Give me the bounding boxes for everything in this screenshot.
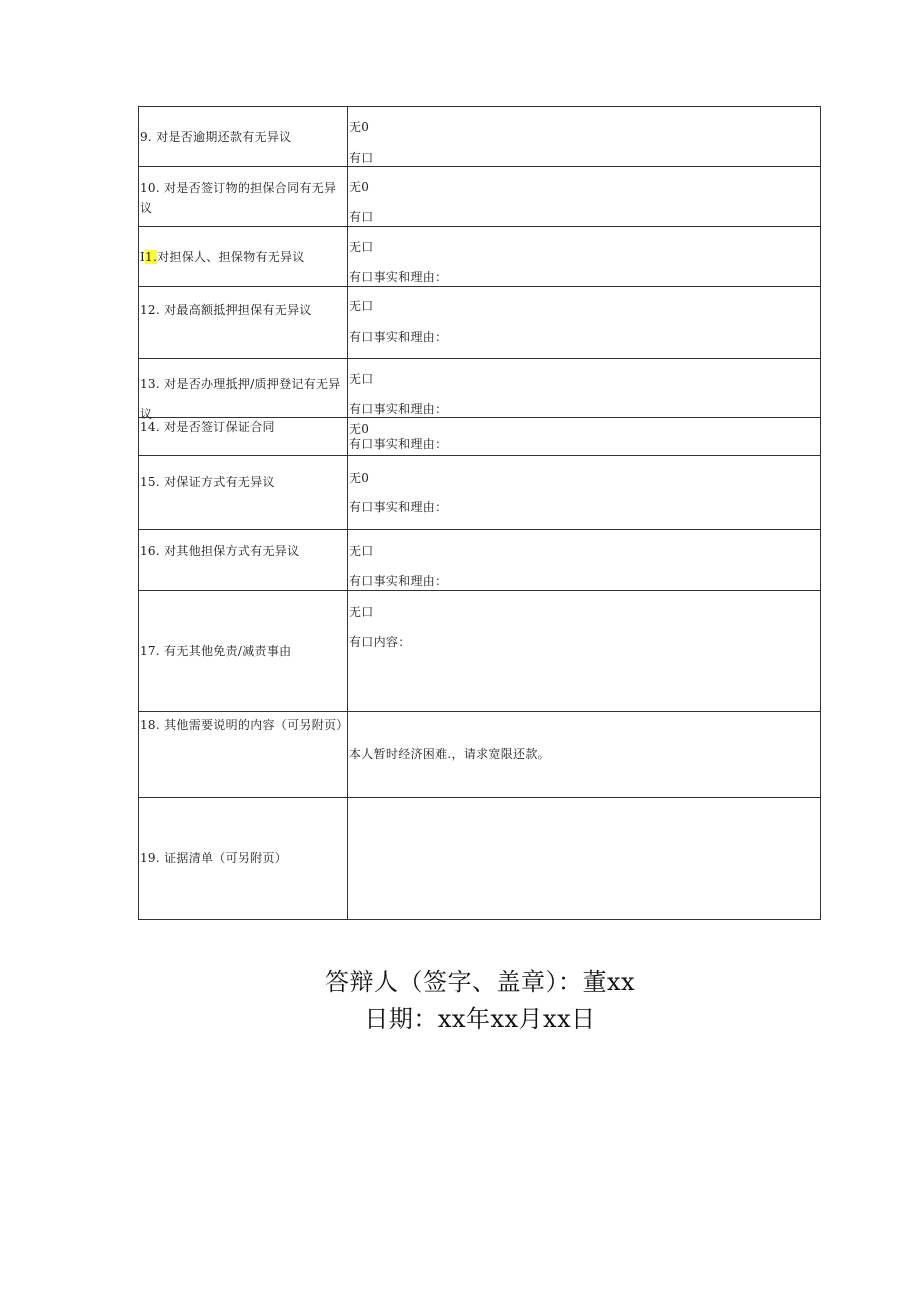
question-cell <box>139 418 348 456</box>
question-text: 对担保人、担保物有无异议 <box>157 250 305 264</box>
answer-cell <box>348 227 821 287</box>
option-yes[interactable]: 有口事实和理由： <box>349 270 448 284</box>
question-label: 12. 对最高额抵押担保有无异议 <box>140 303 312 317</box>
answer-cell <box>348 359 821 418</box>
option-no[interactable]: 无口 <box>349 544 374 558</box>
table-row <box>139 167 821 227</box>
option-no[interactable]: 无口 <box>349 299 374 313</box>
question-label: 9. 对是否逾期还款有无异议 <box>140 130 292 144</box>
question-number-prefix: I <box>140 250 146 264</box>
signature-line: 答辩人（签字、盖章）：董xx <box>324 968 636 996</box>
question-label: 16. 对其他担保方式有无异议 <box>140 544 300 558</box>
answer-cell <box>348 107 821 167</box>
question-label: 19. 证据清单（可另附页） <box>140 851 288 865</box>
option-no[interactable]: 无0 <box>349 471 370 485</box>
question-cell <box>139 798 348 920</box>
highlighted-number: 1. <box>145 250 158 264</box>
question-cell <box>139 287 348 359</box>
table-row <box>139 591 821 712</box>
option-no[interactable]: 无0 <box>349 180 370 194</box>
option-no[interactable]: 无口 <box>349 240 374 254</box>
table-row <box>139 712 821 798</box>
question-label: 14. 对是否签订保证合同 <box>140 420 275 434</box>
question-cell <box>139 591 348 712</box>
option-yes[interactable]: 有口 <box>349 210 374 224</box>
option-yes[interactable]: 有口内容： <box>349 635 411 649</box>
date-line: 日期：xx年xx月xx日 <box>364 1005 596 1033</box>
option-no[interactable]: 无0 <box>349 120 370 134</box>
question-label: 17. 有无其他免责/减责事由 <box>140 644 292 658</box>
answer-cell <box>348 456 821 530</box>
answer-cell <box>348 167 821 227</box>
answer-cell <box>348 712 821 798</box>
statement-text: 本人暂时经济困难.，请求宽限还款。 <box>349 747 550 761</box>
question-cell <box>139 456 348 530</box>
table-row <box>139 359 821 418</box>
option-yes[interactable]: 有口事实和理由： <box>349 330 448 344</box>
question-cell <box>139 167 348 227</box>
option-yes[interactable]: 有口事实和理由： <box>349 500 448 514</box>
question-label: 13. 对是否办理抵押/质押登记有无异议 <box>140 377 341 421</box>
question-label: 18. 其他需要说明的内容（可另附页） <box>140 718 349 732</box>
question-cell <box>139 227 348 287</box>
question-cell <box>139 712 348 798</box>
question-cell <box>139 107 348 167</box>
answer-cell <box>348 287 821 359</box>
table-row <box>139 287 821 359</box>
question-cell <box>139 530 348 591</box>
option-yes[interactable]: 有口事实和理由： <box>349 437 448 451</box>
question-cell <box>139 359 348 421</box>
question-label: 15. 对保证方式有无异议 <box>140 475 275 489</box>
option-yes[interactable]: 有口事实和理由： <box>349 574 448 588</box>
table-row <box>139 418 821 456</box>
table-row <box>139 798 821 920</box>
table-row <box>139 530 821 591</box>
defense-form-table <box>138 106 821 920</box>
option-no[interactable]: 无口 <box>349 605 374 619</box>
question-label: 10. 对是否签订物的担保合同有无异议 <box>140 181 337 215</box>
option-yes[interactable]: 有口事实和理由： <box>349 402 448 416</box>
option-no[interactable]: 无0 <box>349 422 370 436</box>
answer-cell <box>348 798 821 920</box>
option-no[interactable]: 无口 <box>349 372 374 386</box>
table-row <box>139 227 821 287</box>
answer-cell <box>348 591 821 712</box>
question-label <box>140 248 345 266</box>
answer-cell <box>348 418 821 456</box>
table-row <box>139 107 821 167</box>
answer-cell <box>348 530 821 591</box>
option-yes[interactable]: 有口 <box>349 151 374 165</box>
table-row <box>139 456 821 530</box>
